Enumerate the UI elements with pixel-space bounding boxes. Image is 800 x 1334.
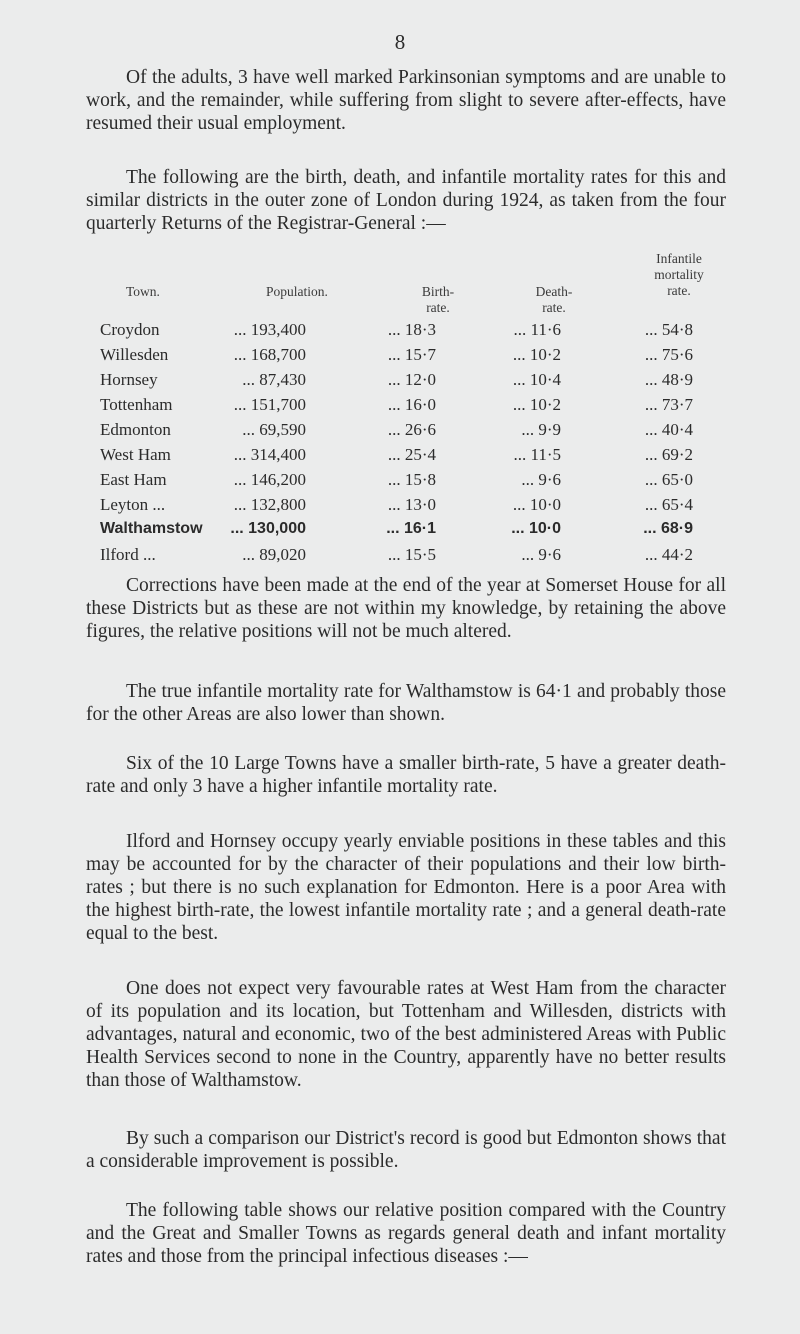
header-town: Town. (126, 284, 160, 299)
table-row (86, 495, 726, 520)
cell-birth-rate: ... 16·1 (386, 520, 436, 537)
cell-birth-rate: ... 15·8 (387, 470, 436, 489)
table-row (86, 420, 726, 445)
cell-population: ... 146,200 (233, 470, 306, 489)
cell-town: Walthamstow (100, 520, 203, 537)
cell-infantile-rate: ... 75·6 (644, 345, 693, 364)
intro-paragraph: Of the adults, 3 have well marked Parkinsonian symptoms and are unable to work, and the remainder, while suffering from slight to severe after-effects, have resumed their usual employment. (86, 67, 726, 134)
cell-town: East Ham (100, 470, 167, 489)
cell-death-rate: ... 10·4 (512, 370, 561, 389)
table-row (86, 470, 726, 495)
cell-town: Tottenham (100, 395, 173, 414)
cell-population: ... 151,700 (233, 395, 306, 414)
cell-death-rate: ... 10·0 (512, 495, 561, 514)
table-row (86, 395, 726, 420)
cell-infantile-rate: ... 68·9 (643, 520, 693, 537)
cell-infantile-rate: ... 44·2 (644, 545, 693, 564)
rates-table (86, 320, 726, 570)
table-header (86, 251, 726, 324)
cell-death-rate: ... 11·5 (513, 445, 561, 464)
cell-death-rate: ... 9·6 (521, 545, 561, 564)
cell-infantile-rate: ... 54·8 (644, 320, 693, 339)
cell-population: ... 193,400 (233, 320, 306, 339)
header-population: Population. (266, 284, 328, 299)
cell-birth-rate: ... 25·4 (387, 445, 436, 464)
cell-infantile-rate: ... 65·4 (644, 495, 693, 514)
header-death-rate: Death- rate. (535, 284, 573, 315)
paragraph-ilford-hornsey: Ilford and Hornsey occupy yearly enviable positions in these tables and this may be accounted for by the character of their populations and their low birth-rates ; but there is no such explanation for Edmonton. Here is a poor Area with the highest birth-rate, the lowest infantile mortality rate ; and a general death-rate equal to the best. (86, 831, 726, 944)
cell-birth-rate: ... 15·7 (387, 345, 436, 364)
cell-town: Croydon (100, 320, 160, 339)
cell-population: ... 314,400 (233, 445, 306, 464)
cell-town: Leyton ... (100, 495, 166, 514)
table-row (86, 545, 726, 570)
cell-infantile-rate: ... 69·2 (644, 445, 693, 464)
cell-population: ... 69,590 (242, 420, 306, 439)
paragraph-large-towns: Six of the 10 Large Towns have a smaller birth-rate, 5 have a greater death-rate and only 3 have a higher infantile mortality rate. (86, 753, 726, 797)
cell-infantile-rate: ... 73·7 (644, 395, 693, 414)
cell-infantile-rate: ... 65·0 (644, 470, 693, 489)
cell-birth-rate: ... 15·5 (387, 545, 436, 564)
cell-population: ... 87,430 (242, 370, 306, 389)
cell-birth-rate: ... 26·6 (387, 420, 436, 439)
table-row (86, 445, 726, 470)
cell-population: ... 168,700 (233, 345, 306, 364)
cell-population: ... 132,800 (233, 495, 306, 514)
cell-birth-rate: ... 13·0 (387, 495, 436, 514)
header-infantile-mortality: Infantile mortality rate. (654, 251, 704, 298)
paragraph-west-ham: One does not expect very favourable rates at West Ham from the character of its population and its location, but Tottenham and Willesden, districts with advantages, natural and economic, two of the best administered Areas with Public Health Services second to none in the Country, apparently have no better results than those of Walthamstow. (86, 978, 726, 1091)
table-row (86, 520, 726, 545)
table-row (86, 345, 726, 370)
table-row (86, 370, 726, 395)
cell-infantile-rate: ... 48·9 (644, 370, 693, 389)
cell-birth-rate: ... 16·0 (387, 395, 436, 414)
table-intro-paragraph: The following are the birth, death, and infantile mortality rates for this and similar districts in the outer zone of London during 1924, as taken from the four quarterly Returns of the Registrar-General :— (86, 167, 726, 234)
cell-death-rate: ... 9·9 (521, 420, 561, 439)
cell-town: Ilford ... (100, 545, 156, 564)
paragraph-corrections: Corrections have been made at the end of the year at Somerset House for all these Districts but as these are not within my knowledge, by retaining the above figures, the relative positions will not be much altered. (86, 575, 726, 642)
cell-birth-rate: ... 12·0 (387, 370, 436, 389)
cell-death-rate: ... 10·2 (512, 395, 561, 414)
page-number: 8 (394, 30, 406, 54)
cell-death-rate: ... 10·2 (512, 345, 561, 364)
cell-population: ... 130,000 (230, 520, 306, 537)
cell-town: Edmonton (100, 420, 171, 439)
header-birth-rate: Birth- rate. (421, 284, 455, 315)
cell-town: West Ham (100, 445, 171, 464)
table-row (86, 320, 726, 345)
cell-population: ... 89,020 (242, 545, 306, 564)
cell-town: Hornsey (100, 370, 158, 389)
paragraph-true-rate: The true infantile mortality rate for Walthamstow is 64·1 and probably those for the other Areas are also lower than shown. (86, 681, 726, 725)
paragraph-following-table: The following table shows our relative position compared with the Country and the Great and Smaller Towns as regards general death and infant mortality rates and those from the principal infectious diseases :— (86, 1200, 726, 1267)
paragraph-comparison: By such a comparison our District's record is good but Edmonton shows that a considerable improvement is possible. (86, 1128, 726, 1172)
cell-death-rate: ... 11·6 (513, 320, 561, 339)
cell-infantile-rate: ... 40·4 (644, 420, 693, 439)
cell-town: Willesden (100, 345, 169, 364)
cell-death-rate: ... 9·6 (521, 470, 561, 489)
cell-birth-rate: ... 18·3 (387, 320, 436, 339)
cell-death-rate: ... 10·0 (511, 520, 561, 537)
